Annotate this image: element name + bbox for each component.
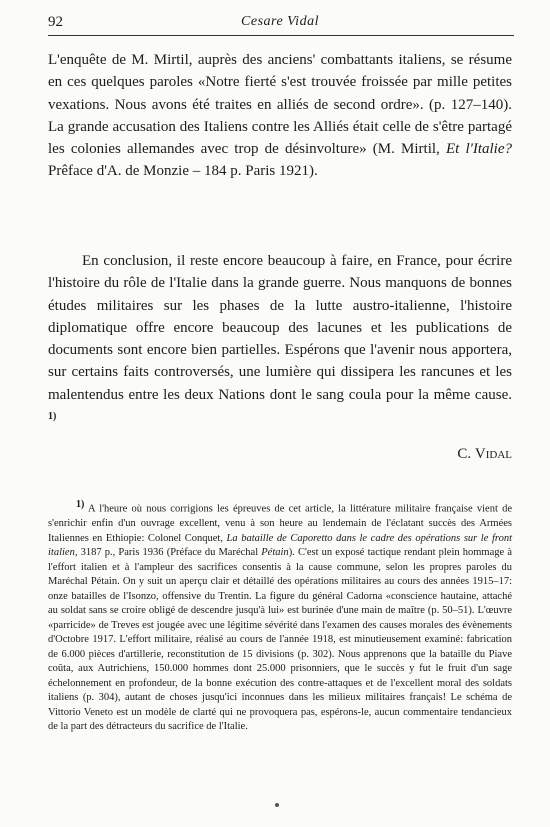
footnote-marker: 1) [76, 499, 85, 510]
footnote-text-3: ). C'est un exposé tactique rendant plein hommage à l'effort italien et à l'ampleur des sacrifices consentis à la cause commune, selon les propres paroles du Maréchal Pétain. On y suit un aperçu clair et détaillé des opérations militaires au cours des années 1915–17: onze batailles de l'Isonzo, offensive du Trentin. La figure du général Cadorna «conscience hautaine, attaché au soldat sans se croire obligé de descendre jusqu'à lui» est burinée d'une main de maître (p. 50–51). L'œuvre «parricide» de Treves est jougée avec une légitime sévérité dans l'examen des causes morales des évènements d'Octobre 1917. L'effort militaire, réalisé au cours de l'année 1918, est minutieusement examiné: fabrication de 6.000 pièces d'artillerie, reconstitution de 15 divisions (p. 302). Nous apprenons que la bataille du Piave coûta, aux Autrichiens, 150.000 hommes dont 25.000 prisonniers, que le succès y fut le fruit d'un sage échelonnement en profondeur, de la bonne exécution des contre-attaques et de l'excellent moral des soldats italiens (p. 304), autant de choses jusqu'ici inconnues dans les milieux militaires français! Le schéma de Vittorio Veneto est un modèle de clarté qui ne provoquera pas, espérons-le, aucun commentaire tendancieux de la part des détracteurs du sacrifice de l'Italie. [48, 547, 512, 732]
paragraph-mirtil-lead: L'enquête de M. Mirtil, auprès des anciens' combattants italiens, se résume en ces quelques paroles «Notre fierté s'est trouvée froissée par mille petites vexations. Nous avons été traites en alliés de second ordre». (p. 127–140). La grande accusation des Italiens contre les Alliés était celle de s'être partagé les colonies allemandes avec trop de désinvolture» (M. Mirtil, [48, 52, 512, 158]
signature-initial: C. [457, 446, 475, 462]
header-rule [48, 35, 514, 36]
author-signature [457, 446, 512, 463]
footnote-italic-name: Pétain [261, 547, 289, 558]
page-dot-mark [275, 803, 279, 807]
paragraph-conclusion-text: En conclusion, il reste encore beaucoup à faire, en France, pour écrire l'histoire du rôle de l'Italie dans la grande guerre. Nous manquons de bonnes études militaires sur les phases de la lutte austro-italienne, l'histoire diplomatique offre encore beaucoup des lacunes et les publications de documents sont encore bien partielles. Espérons que l'avenir nous apportera, sur certains faits controversés, une lumière qui dissipera les rancunes et les malentendus entre les deux Nations dont le sang coula pour la même cause. [48, 253, 512, 403]
paragraph-mirtil-tail: Prêface d'A. de Monzie – 184 p. Paris 1921). [48, 163, 318, 180]
footnote-separator [48, 485, 98, 487]
paragraph-mirtil [48, 49, 512, 183]
book-title-italic: Et l'Italie? [445, 141, 512, 158]
signature-name: Vidal [474, 446, 512, 462]
paragraph-conclusion [48, 250, 512, 432]
footnote-text-1: A l'heure où nous corrigions les épreuves de cet article, la littérature militaire française vient de s'enrichir enfin d'un ouvrage excellent, venu à son heure au lendemain de l'éclatant succès des Armées Italiennes en Ethiopie: Colonel Conquet, [48, 503, 512, 544]
footnote-italic-title: La bataille de Caporetto dans le cadre des opérations sur le front italien, [48, 532, 512, 558]
page-number: 92 [48, 14, 63, 30]
footnote-text-2: 3187 p., Paris 1936 (Préface du Maréchal [77, 547, 262, 558]
running-head: Cesare Vidal [241, 14, 319, 29]
footnote [48, 498, 512, 735]
footnote-reference: 1) [48, 411, 57, 423]
